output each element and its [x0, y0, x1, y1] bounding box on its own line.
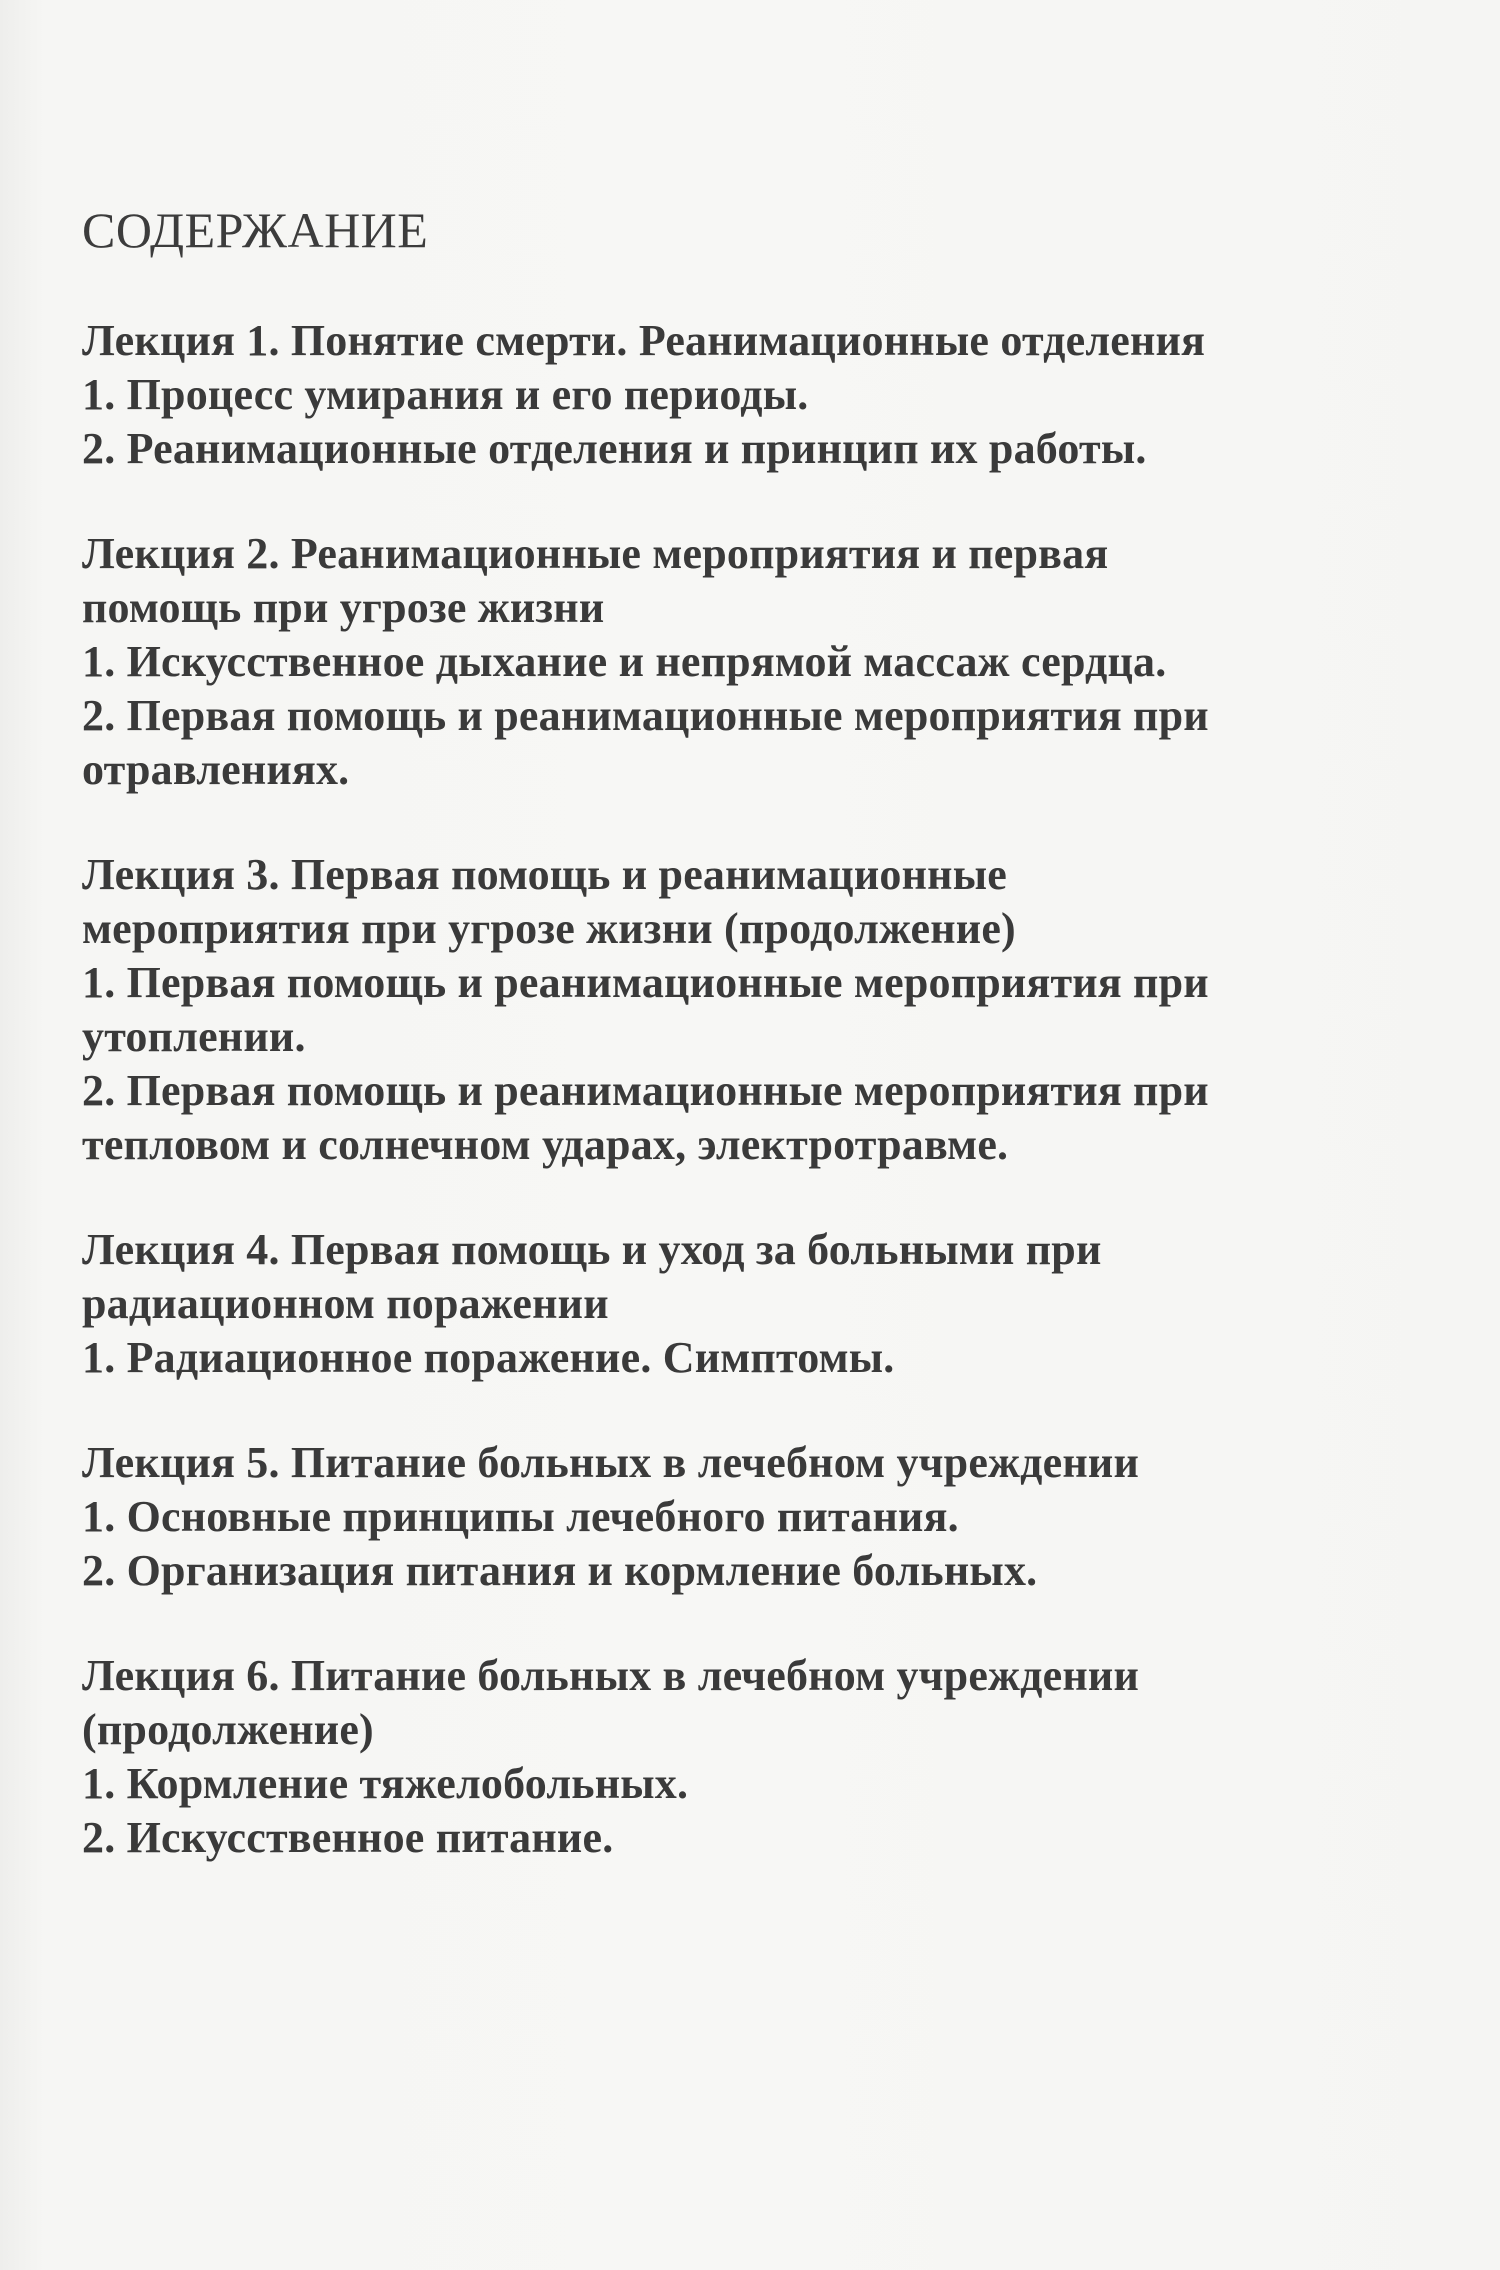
lecture-item-line: 2. Искусственное питание.: [82, 1813, 614, 1862]
lecture-heading-line: Лекция 4. Первая помощь и уход за больными при: [82, 1225, 1102, 1274]
lecture-heading-line: Лекция 6. Питание больных в лечебном учреждении: [82, 1651, 1139, 1700]
lecture-item-line: 2. Реанимационные отделения и принцип их работы.: [82, 424, 1147, 473]
lecture-item-line: 1. Радиационное поражение. Симптомы.: [82, 1333, 895, 1382]
lecture-item-line: 1. Искусственное дыхание и непрямой массаж сердца.: [82, 637, 1167, 686]
lecture-item-line: 1. Первая помощь и реанимационные мероприятия при: [82, 958, 1209, 1007]
lecture-section-2: [82, 527, 1422, 797]
lecture-section-4: [82, 1223, 1422, 1385]
lecture-heading-line: (продолжение): [82, 1705, 374, 1754]
lecture-item-line: 1. Основные принципы лечебного питания.: [82, 1492, 959, 1541]
lecture-section-1: [82, 314, 1422, 476]
table-of-contents: [82, 198, 1422, 1916]
lecture-item-line: отравлениях.: [82, 745, 350, 794]
lecture-item-line: 1. Процесс умирания и его периоды.: [82, 370, 809, 419]
lecture-item-line: тепловом и солнечном ударах, электротравме.: [82, 1120, 1009, 1169]
lecture-item-line: 2. Организация питания и кормление больных.: [82, 1546, 1038, 1595]
lecture-heading-line: помощь при угрозе жизни: [82, 583, 605, 632]
lecture-item-line: утоплении.: [82, 1012, 306, 1061]
lecture-heading-line: мероприятия при угрозе жизни (продолжение): [82, 904, 1016, 953]
lecture-heading-line: Лекция 2. Реанимационные мероприятия и первая: [82, 529, 1109, 578]
lecture-heading-line: Лекция 5. Питание больных в лечебном учреждении: [82, 1438, 1139, 1487]
lecture-section-6: [82, 1649, 1422, 1865]
lecture-heading-line: Лекция 3. Первая помощь и реанимационные: [82, 850, 1007, 899]
lecture-section-5: [82, 1436, 1422, 1598]
lecture-section-3: [82, 848, 1422, 1172]
lecture-item-line: 2. Первая помощь и реанимационные мероприятия при: [82, 691, 1209, 740]
lecture-heading-line: радиационном поражении: [82, 1279, 609, 1328]
lecture-item-line: 2. Первая помощь и реанимационные мероприятия при: [82, 1066, 1209, 1115]
toc-title: СОДЕРЖАНИЕ: [82, 202, 429, 258]
lecture-heading-line: Лекция 1. Понятие смерти. Реанимационные отделения: [82, 316, 1206, 365]
lecture-item-line: 1. Кормление тяжелобольных.: [82, 1759, 689, 1808]
